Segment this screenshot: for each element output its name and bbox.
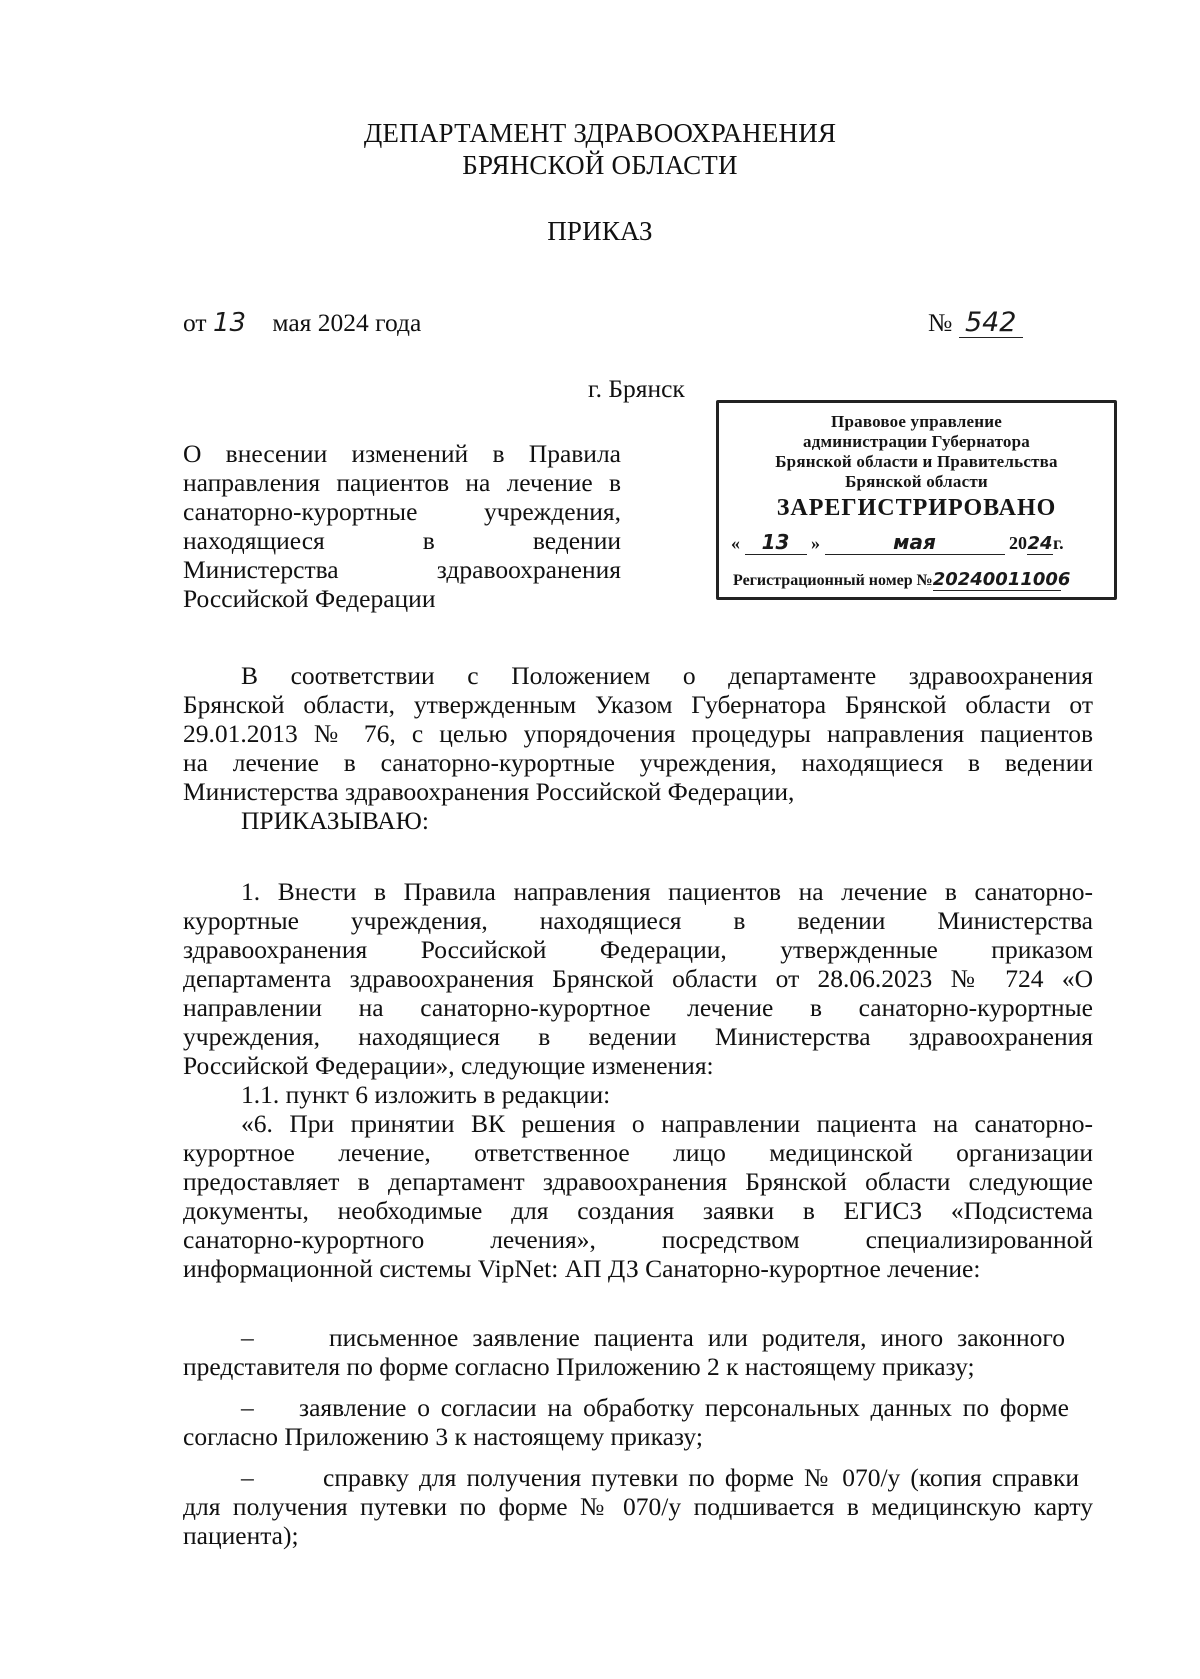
bullet3-line: пациента); — [183, 1521, 299, 1550]
stamp-org-line: администрации Губернатора — [803, 432, 1030, 451]
stamp-close-quote: » — [811, 533, 820, 553]
department-name-line2: БРЯНСКОЙ ОБЛАСТИ — [462, 150, 738, 180]
item6-line: «6. При принятии ВК решения о направлении пациента на санаторно- — [241, 1109, 1093, 1138]
bullet1-line: представителя по форме согласно Приложению 2 к настоящему приказу; — [183, 1352, 975, 1381]
item1-line: департамента здравоохранения Брянской области от 28.06.2023 № 724 «О — [183, 964, 1093, 993]
item-1 — [183, 877, 1093, 1283]
bullet3-line — [183, 1463, 1093, 1492]
bullet1-text: письменное заявление пациента или родителя, иного законного — [329, 1323, 1065, 1352]
item6-line: курортное лечение, ответственное лицо медицинской организации — [183, 1138, 1093, 1167]
stamp-registered: ЗАРЕГИСТРИРОВАНО — [776, 495, 1057, 521]
preamble-line: на лечение в санаторно-курортные учреждения, находящиеся в ведении — [183, 748, 1093, 777]
subject-line: Министерства здравоохранения — [183, 555, 621, 584]
stamp-org-line: Брянской области — [845, 472, 988, 491]
city: г. Брянск — [588, 374, 685, 403]
stamp-reg-number — [719, 569, 1114, 591]
dash: – — [241, 1393, 254, 1422]
stamp-org-line: Брянской области и Правительства — [775, 452, 1058, 471]
item1-line: учреждения, находящиеся в ведении Министерства здравоохранения — [183, 1022, 1093, 1051]
bullet-2 — [183, 1393, 1093, 1451]
item6-line: документы, необходимые для создания заявки в ЕГИСЗ «Подсистема — [183, 1196, 1093, 1225]
bullet-3 — [183, 1463, 1093, 1550]
item1-line: здравоохранения Российской Федерации, утвержденные приказом — [183, 935, 1093, 964]
stamp-year-prefix: 20 — [1009, 533, 1027, 553]
stamp-open-quote: « — [731, 533, 740, 553]
stamp-reg-label: Регистрационный номер № — [733, 572, 933, 589]
preamble-line: Министерства здравоохранения Российской Федерации, — [183, 777, 795, 806]
bullet3-line: для получения путевки по форме № 070/у подшивается в медицинскую карту — [183, 1492, 1093, 1521]
department-name-line1: ДЕПАРТАМЕНТ ЗДРАВООХРАНЕНИЯ — [363, 118, 837, 148]
item6-line: санаторно-курортного лечения», посредством специализированной — [183, 1225, 1093, 1254]
preamble-line: Брянской области, утвержденным Указом Губернатора Брянской области от — [183, 690, 1093, 719]
order-word: ПРИКАЗЫВАЮ: — [241, 806, 429, 835]
number-value: 542 — [959, 308, 1023, 338]
preamble-line: В соответствии с Положением о департаменте здравоохранения — [241, 661, 1093, 690]
item1-line: курортные учреждения, находящиеся в ведении Министерства — [183, 906, 1093, 935]
date-month-year: мая 2024 года — [272, 308, 422, 337]
dash: – — [241, 1323, 254, 1352]
subject-line: находящиеся в ведении — [183, 526, 621, 555]
stamp-month: мая — [825, 530, 1005, 555]
stamp-org-line: Правовое управление — [831, 412, 1002, 431]
subject-line: санаторно-курортные учреждения, — [183, 497, 621, 526]
document-type: ПРИКАЗ — [547, 216, 653, 246]
stamp-day: 13 — [745, 530, 807, 555]
order-date — [183, 308, 421, 338]
subject-line: направления пациентов на лечение в — [183, 468, 621, 497]
preamble — [183, 661, 1093, 835]
stamp-year-suffix: 24 — [1027, 533, 1053, 554]
item6-line: предоставляет в департамент здравоохранения Брянской области следующие — [183, 1167, 1093, 1196]
subject-line: Российской Федерации — [183, 584, 436, 613]
stamp-reg-value: 20240011006 — [932, 569, 1071, 590]
registration-stamp — [716, 400, 1117, 600]
item6-line: информационной системы VipNet: АП ДЗ Санаторно-курортное лечение: — [183, 1254, 981, 1283]
bullet3-text: справку для получения путевки по форме № 070/у (копия справки — [323, 1463, 1079, 1492]
stamp-date — [719, 530, 1114, 555]
subject-block — [183, 439, 621, 613]
order-number — [928, 308, 1023, 338]
preamble-line: 29.01.2013 № 76, с целью упорядочения процедуры направления пациентов — [183, 719, 1093, 748]
subject-line: О внесении изменений в Правила — [183, 439, 621, 468]
bullet2-line — [183, 1393, 1093, 1422]
item1-line: 1. Внести в Правила направления пациентов на лечение в санаторно- — [241, 877, 1093, 906]
bullet2-line: согласно Приложению 3 к настоящему приказу; — [183, 1422, 703, 1451]
date-day: 13 — [212, 308, 247, 338]
item1-line: направлении на санаторно-курортное лечение в санаторно-курортные — [183, 993, 1093, 1022]
bullet1-line — [183, 1323, 1093, 1352]
item-1-1: 1.1. пункт 6 изложить в редакции: — [241, 1080, 611, 1109]
number-prefix: № — [928, 308, 953, 337]
bullet-1 — [183, 1323, 1093, 1381]
bullet2-text: заявление о согласии на обработку персональных данных по форме — [299, 1393, 1069, 1422]
stamp-year-end: г. — [1053, 533, 1064, 553]
item1-line: Российской Федерации», следующие изменения: — [183, 1051, 714, 1080]
dash: – — [241, 1463, 254, 1492]
date-prefix: от — [183, 308, 207, 337]
